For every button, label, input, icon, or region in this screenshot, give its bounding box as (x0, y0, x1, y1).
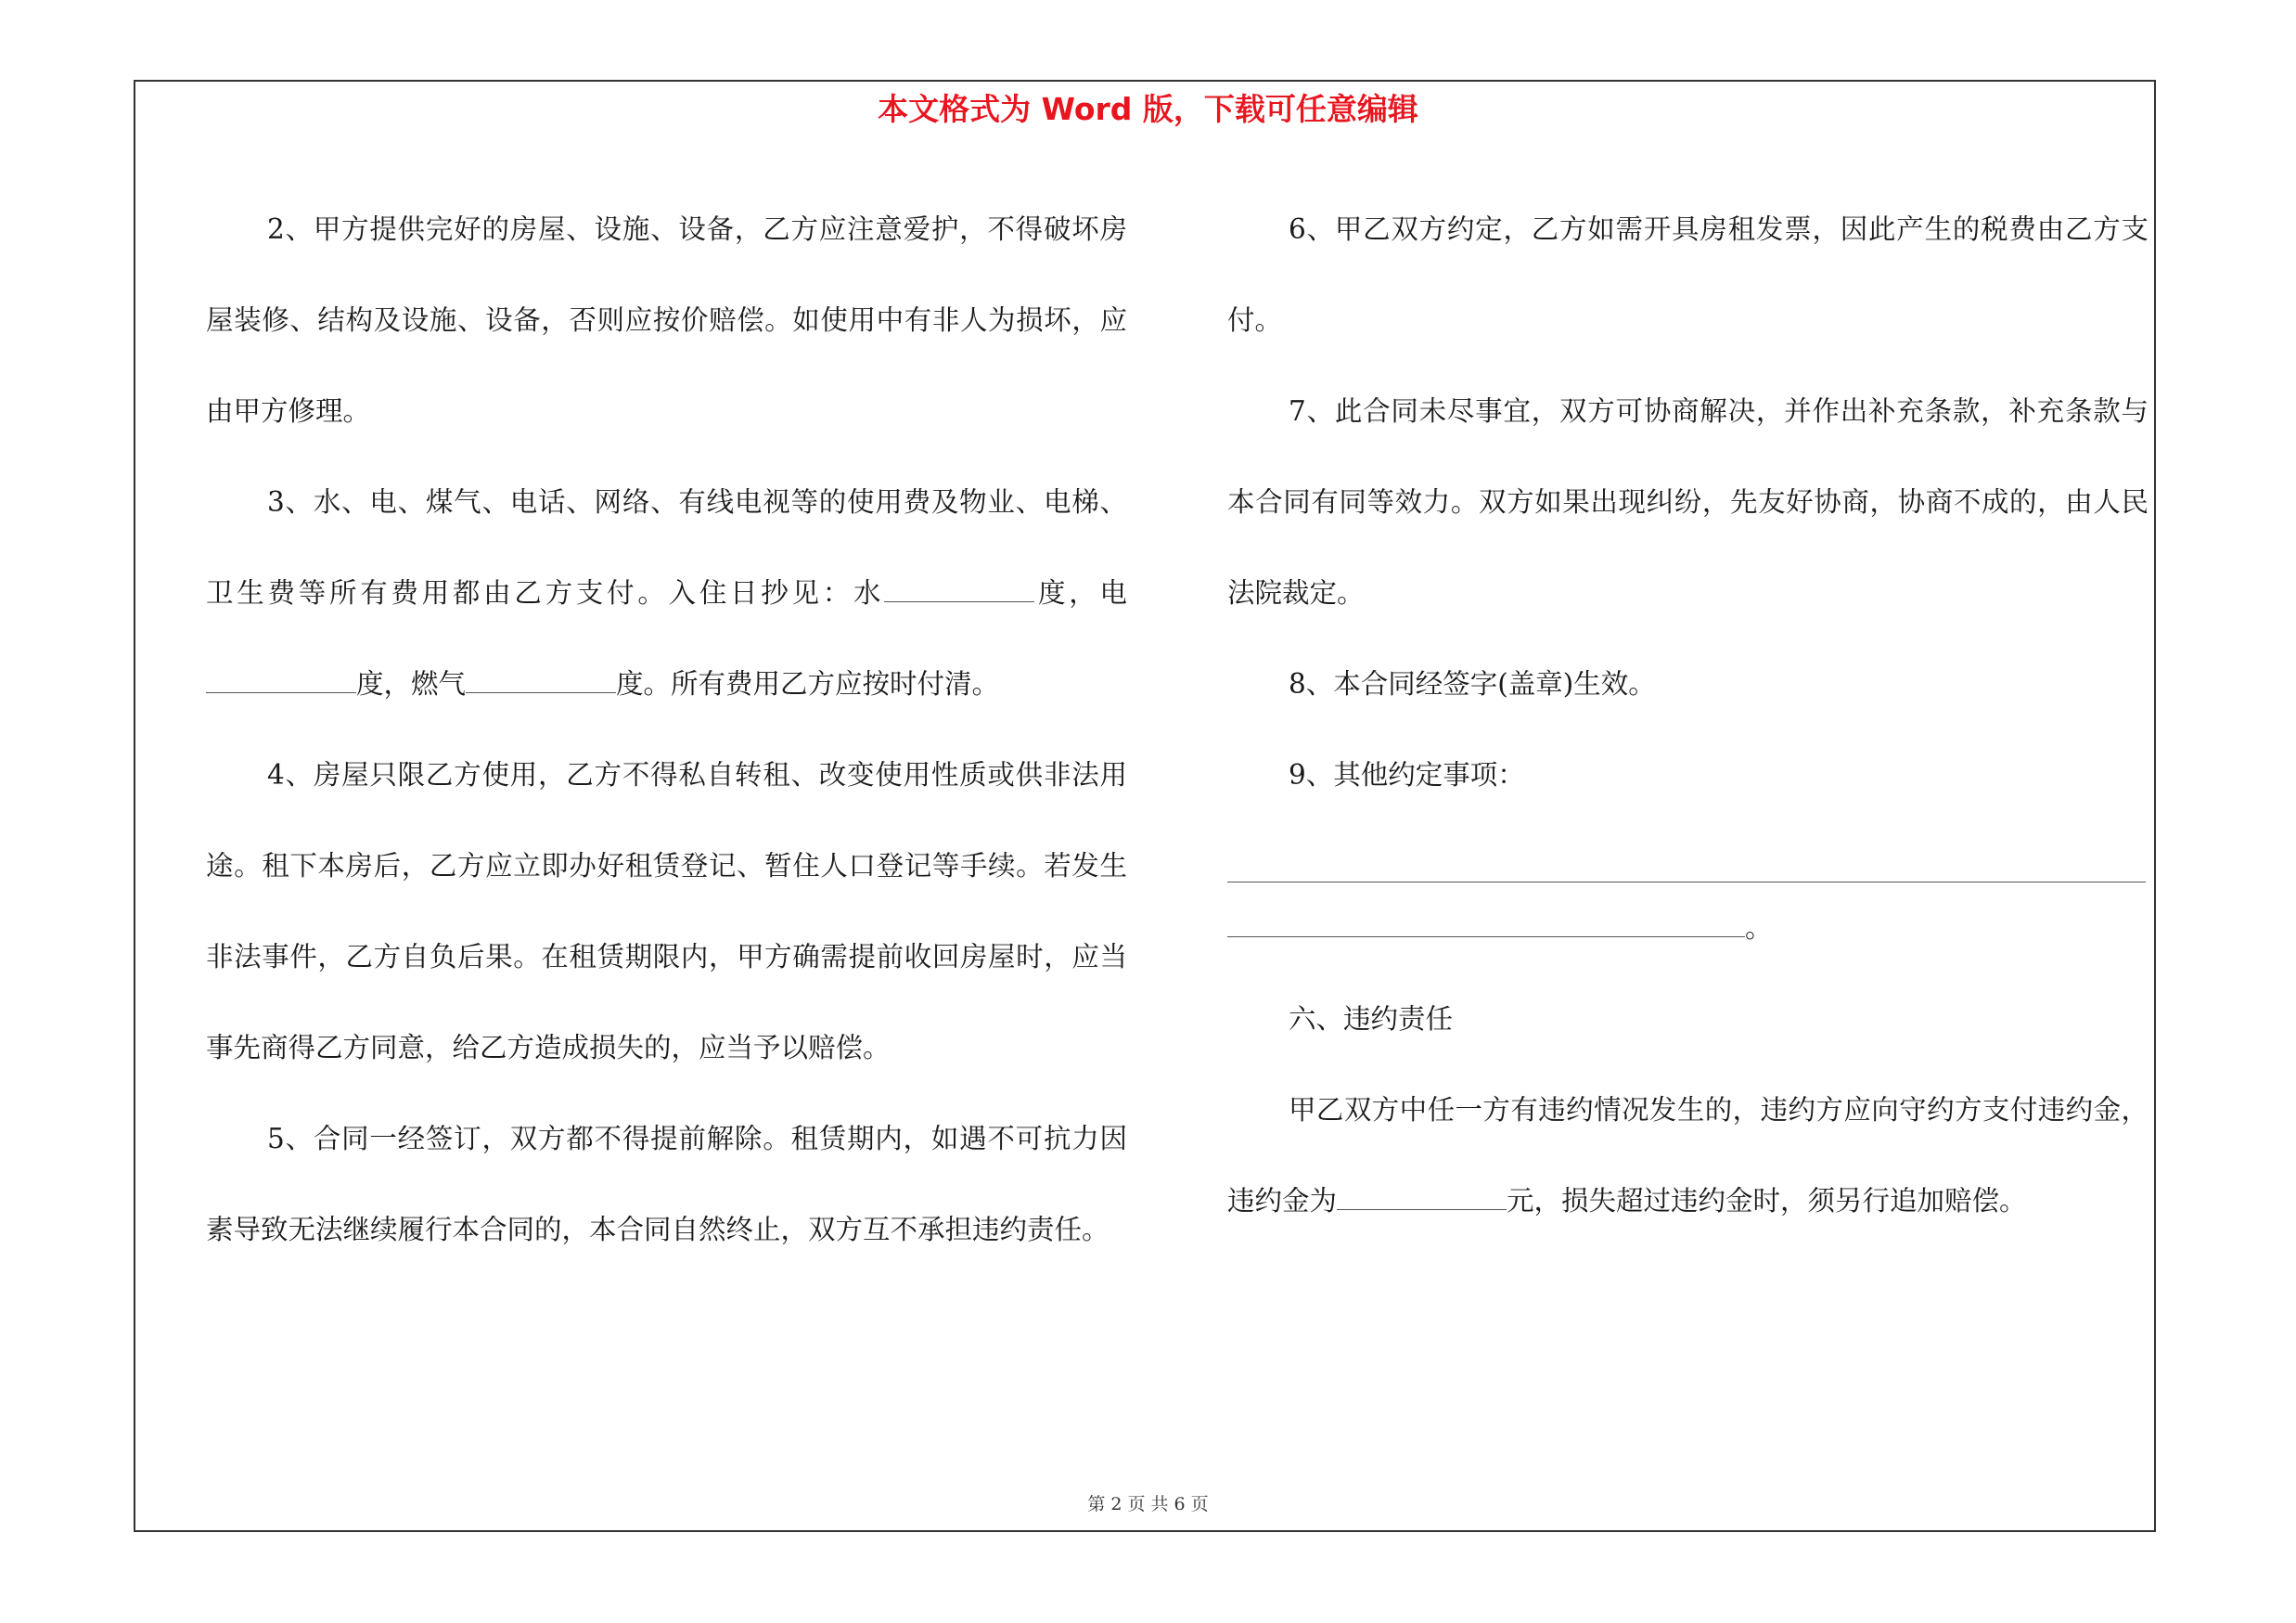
clause-4: 4、房屋只限乙方使用，乙方不得私自转租、改变使用性质或供非法用途。租下本房后，乙方应立即办好租赁登记、暂住人口登记等手续。若发生非法事件，乙方自负后果。在租赁期限内，甲方确需提前收回房屋时，应当事先商得乙方同意，给乙方造成损失的，应当予以赔偿。 (206, 759, 1127, 1063)
clause-6: 6、甲乙双方约定，乙方如需开具房租发票，因此产生的税费由乙方支付。 (1227, 213, 2148, 336)
penalty-amount-blank[interactable] (1337, 1181, 1507, 1210)
section-6-body (1227, 1064, 2148, 1246)
document-banner: 本文格式为 Word 版，下载可任意编辑 (878, 91, 1418, 127)
clause-7: 7、此合同未尽事宜，双方可协商解决，并作出补充条款，补充条款与本合同有同等效力。双方如果出现纠纷，先友好协商，协商不成的，由人民法院裁定。 (1227, 395, 2148, 609)
section-6-title: 六、违约责任 (1289, 1003, 1454, 1035)
clause-3-unit-water: 度，电 (1034, 577, 1127, 609)
water-reading-blank[interactable] (884, 573, 1034, 602)
electricity-reading-blank[interactable] (206, 664, 356, 693)
other-terms-line-2[interactable] (1227, 890, 1745, 937)
clause-9: 9、其他约定事项： (1289, 759, 1525, 791)
other-terms-line-2-row (1227, 882, 2148, 973)
section-6-text-end: 元，损失超过违约金时，须另行追加赔偿。 (1507, 1185, 2027, 1217)
gas-reading-blank[interactable] (466, 664, 616, 693)
right-column (1227, 184, 2148, 1246)
clause-3 (206, 457, 1127, 729)
clause-5: 5、合同一经签订，双方都不得提前解除。租赁期内，如遇不可抗力因素导致无法继续履行本合同的，本合同自然终止，双方互不承担违约责任。 (206, 1123, 1127, 1245)
clause-2: 2、甲方提供完好的房屋、设施、设备，乙方应注意爱护，不得破坏房屋装修、结构及设施、设备，否则应按价赔偿。如使用中有非人为损坏，应由甲方修理。 (206, 213, 1127, 427)
section-6-text: 甲乙双方中任一方有违约情况发生的，违约方应向守约方支付违约金，违约金为 (1227, 1094, 2148, 1217)
clause-8: 8、本合同经签字(盖章)生效。 (1289, 668, 1656, 700)
other-terms-end: 。 (1745, 912, 1773, 944)
page-number: 第 2 页 共 6 页 (1087, 1494, 1209, 1514)
clause-3-unit-electricity: 度，燃气 (356, 668, 467, 700)
clause-3-end: 度。所有费用乙方应按时付清。 (616, 668, 1000, 700)
clause-3-text: 3、水、电、煤气、电话、网络、有线电视等的使用费及物业、电梯、卫生费等所有费用都由乙方支付。入住日抄见：水 (206, 486, 1127, 609)
left-column (206, 184, 1127, 1275)
other-terms-line-1[interactable] (1227, 820, 2146, 882)
